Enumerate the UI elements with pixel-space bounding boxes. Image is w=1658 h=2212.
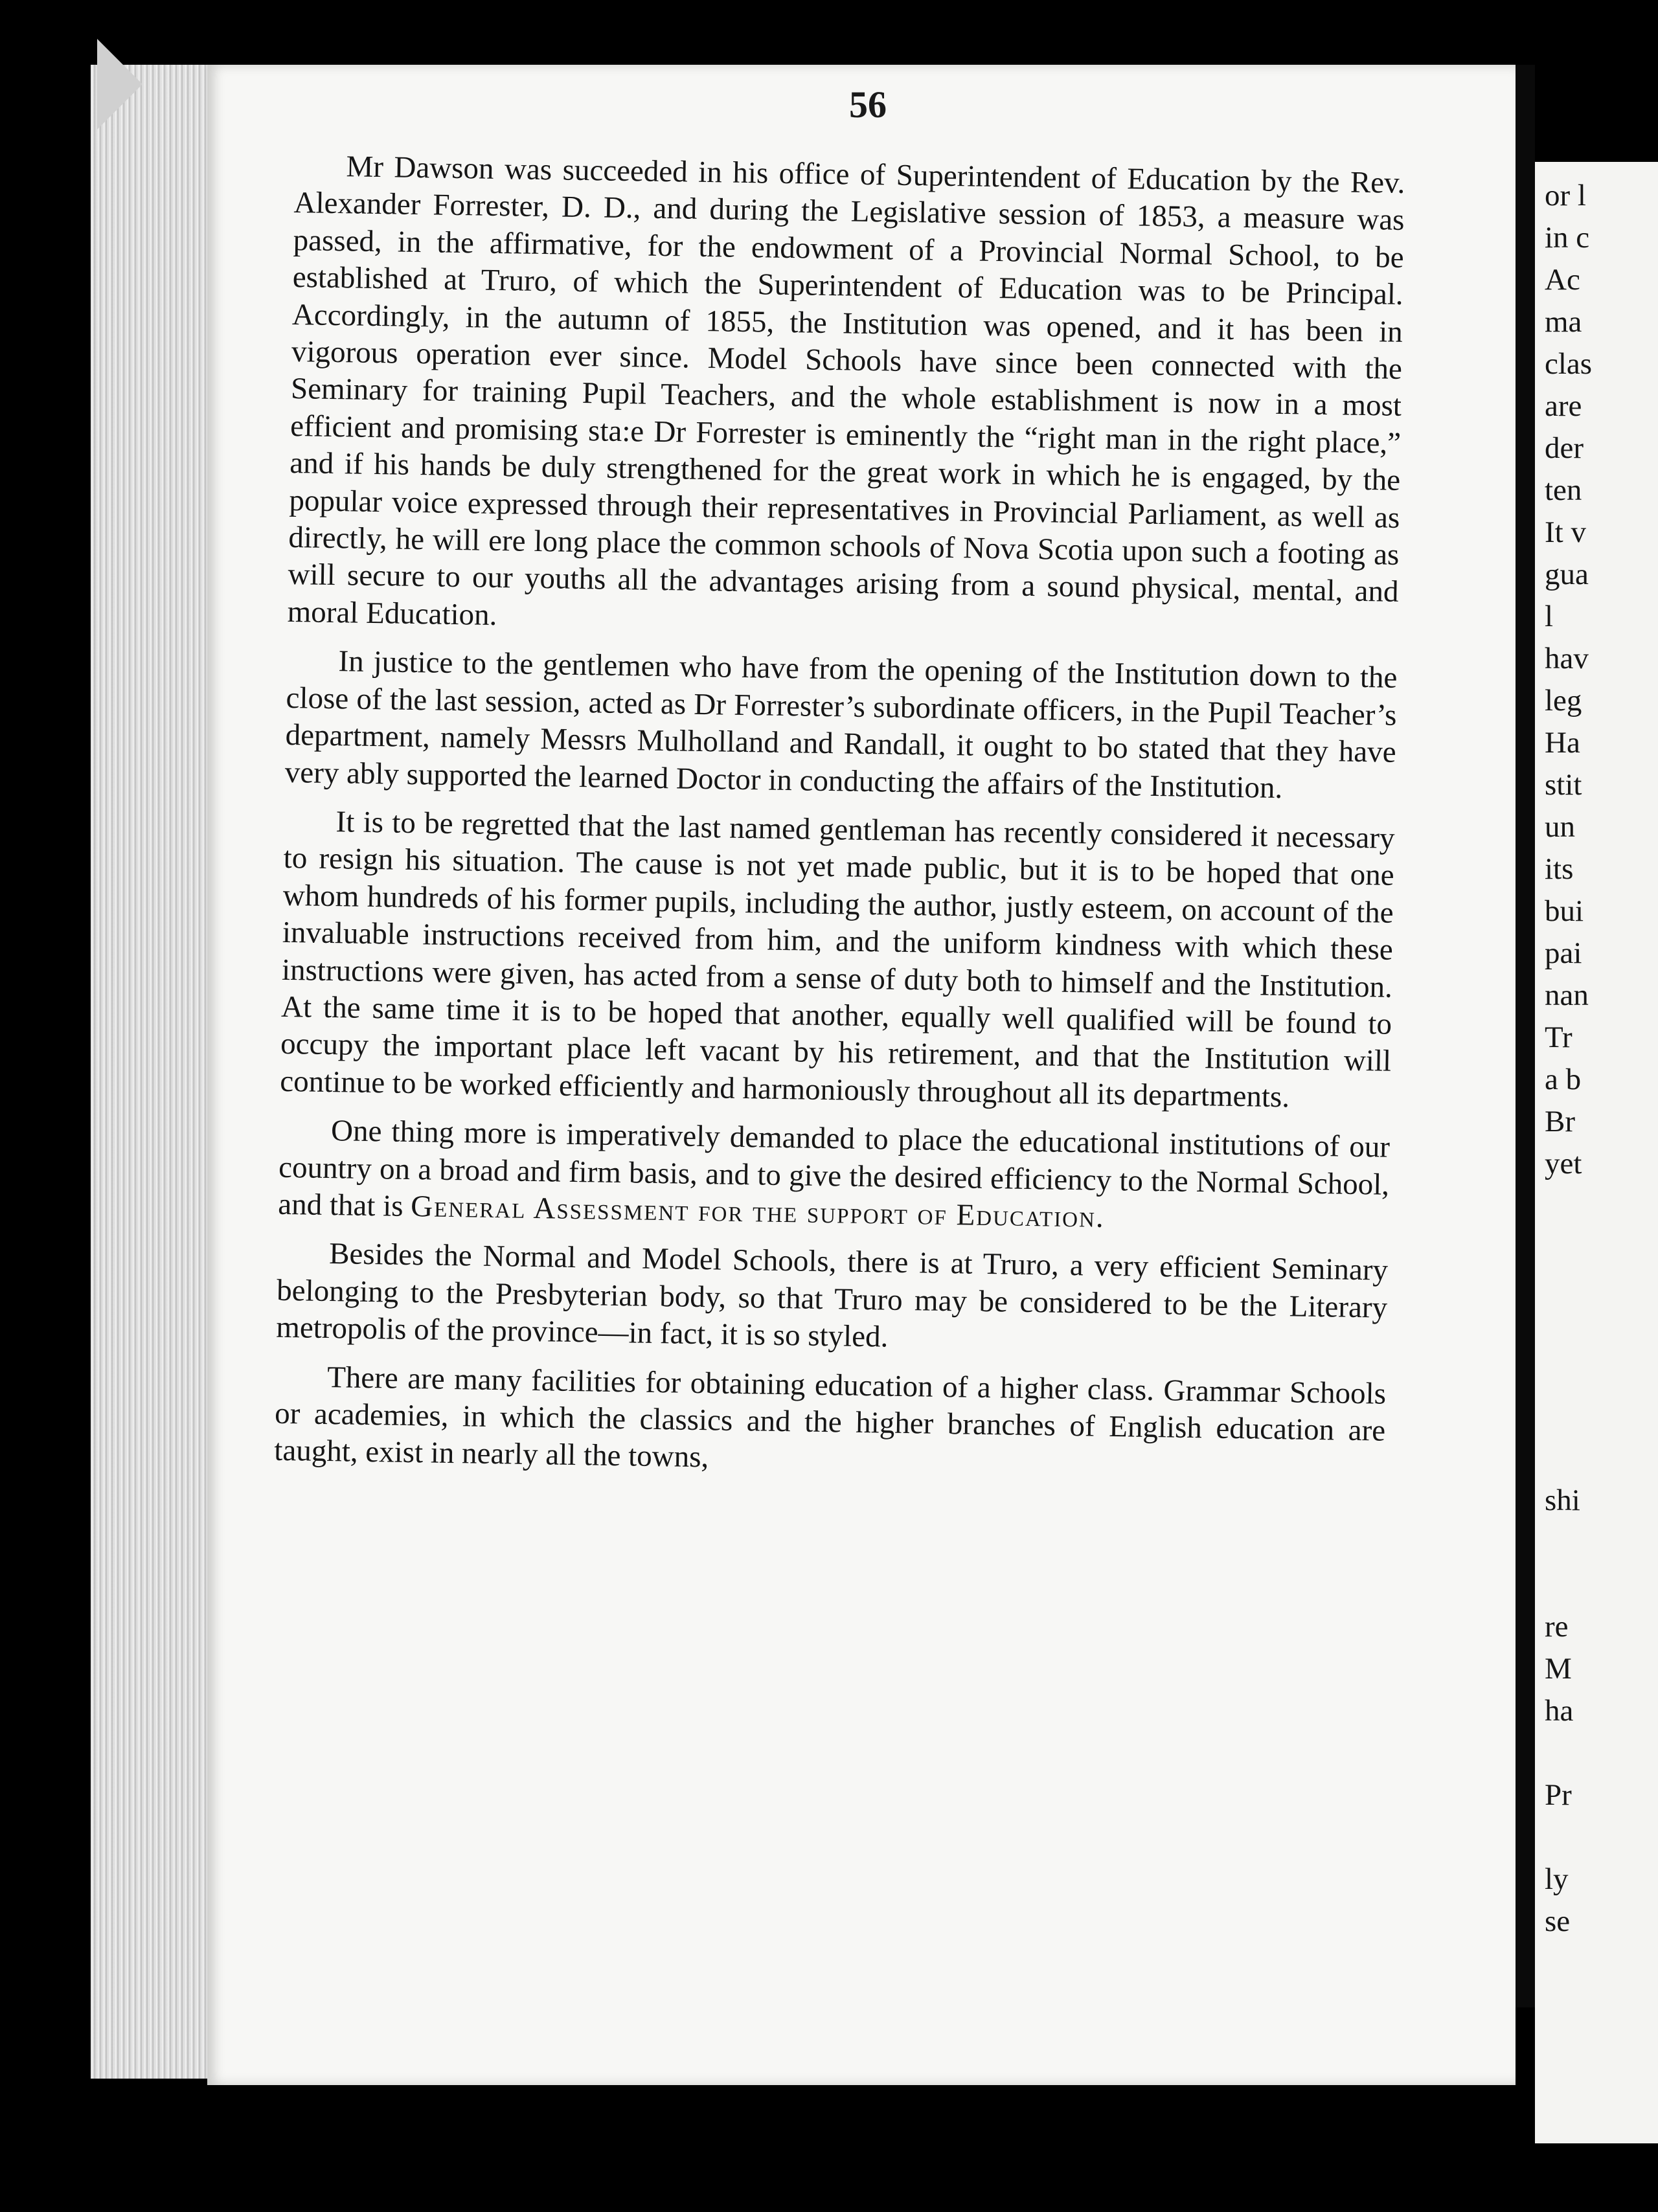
general-assessment-phrase: General Assessment for the support of Education	[410, 1189, 1096, 1234]
right-page-fragment: or l	[1545, 179, 1586, 212]
right-page-fragment: in c	[1545, 221, 1590, 254]
right-page-fragment: se	[1545, 1904, 1571, 1938]
paragraph-6: There are many facilities for obtaining education of a higher class. Grammar Schools or academies, in which the classics and the higher branches of English education are taught, exist in nearly all the towns,	[273, 1360, 1387, 1474]
paragraph-4-end: .	[1095, 1200, 1104, 1234]
right-page-fragment: are	[1545, 389, 1582, 423]
right-page-fragment: Ha	[1545, 726, 1580, 760]
right-page-fragment: un	[1545, 810, 1575, 844]
right-page-fragment	[1545, 1732, 1658, 1774]
book-gutter	[1516, 65, 1535, 2007]
right-page-fragment: pai	[1545, 936, 1582, 970]
right-page-fragment: its	[1545, 852, 1574, 886]
paragraph-2: In justice to the gentlemen who have from the opening of the Institution down to the close of the last session, acted as Dr Forrester’s subordinate officers, in the Pupil Teacher’s department, namely Messrs Mulholland and Randall, it ought to bo stated that they have very ably supported the learned Doctor in conducting the affairs of the Institution.	[284, 644, 1398, 805]
right-page-fragment: ma	[1545, 305, 1582, 339]
right-page-fragment: Br	[1545, 1105, 1575, 1138]
right-page-fragment: nan	[1545, 978, 1589, 1012]
right-page-fragment: Pr	[1545, 1778, 1572, 1812]
right-page-fragment: bui	[1545, 894, 1584, 928]
right-page-fragment: ha	[1545, 1694, 1574, 1728]
right-page-fragment: M	[1545, 1652, 1572, 1686]
right-page-fragment: a b	[1545, 1063, 1582, 1096]
right-page-fragment: gua	[1545, 558, 1589, 591]
paragraph-4	[278, 1112, 1390, 1241]
right-page-fragment: l	[1545, 600, 1554, 633]
right-page-fragment: It v	[1545, 515, 1586, 549]
paragraph-5: Besides the Normal and Model Schools, there is at Truro, a very efficient Seminary belonging to the Presbyterian body, so that Truro may be considered to be the Literary metropolis of the province—in fact, it is so styled.	[275, 1237, 1389, 1354]
right-page-fragment	[1545, 1564, 1658, 1606]
right-page-fragment: ly	[1545, 1862, 1569, 1896]
right-page-fragment: re	[1545, 1610, 1569, 1643]
right-page-fragment	[1545, 1395, 1658, 1438]
right-page-fragment	[1545, 1269, 1658, 1311]
right-page-fragment: yet	[1545, 1147, 1582, 1180]
page-body-text	[274, 148, 1405, 1498]
paragraph-3: It is to be regretted that the last named gentleman has recently considered it necessary to resign his situation. The cause is not yet made public, but it is to be hoped that one whom hundreds of his former pupils, including the author, justly esteem, on account of the invaluable instructions received from him, and the uniform kindness with which these instructions were given, has acted from a sense of duty both to himself and the Institution. At the same time it is to be hoped that another, equally well qualified will be found to occupy the important place left vacant by his retirement, and that the Institution will continue to be worked efficiently and harmoniously throughout all its departments.	[279, 805, 1395, 1114]
right-page-fragment: Ac	[1545, 263, 1580, 297]
page-number: 56	[849, 84, 887, 126]
right-page-fragment: clas	[1545, 347, 1593, 381]
right-page-fragment	[1545, 1311, 1658, 1353]
right-page-fragment: shi	[1545, 1484, 1580, 1517]
right-page-fragment	[1545, 1185, 1658, 1227]
right-page-fragment: stit	[1545, 768, 1582, 802]
book-page-edges	[91, 65, 214, 2079]
right-page-fragment	[1545, 1227, 1658, 1269]
page-corner-tab	[97, 39, 142, 130]
right-page-fragment	[1545, 1438, 1658, 1480]
right-page-fragment: leg	[1545, 684, 1582, 717]
right-page-fragment: hav	[1545, 642, 1589, 675]
right-page-fragment: ten	[1545, 473, 1582, 507]
right-page-text-fragments	[1545, 175, 1658, 1943]
right-page-fragment: der	[1545, 431, 1584, 465]
right-page-fragment	[1545, 1353, 1658, 1395]
paragraph-1: Mr Dawson was succeeded in his office of Superintendent of Education by the Rev. Alexander Forrester, D. D., and during the Legislative session of 1853, a measure was passed, in the affirmative, for the endowment of a Provincial Normal School, to be established at Truro, of which the Superintendent of Education was to be Principal. Accordingly, in the autumn of 1855, the Institution was opened, and it has been in vigorous operation ever since. Model Schools have since been connected with the Seminary for training Pupil Teachers, and the whole establishment is now in a most efficient and promising sta:e Dr Forrester is eminently the “right man in the right place,” and if his hands be duly strengthened for the great work in which he is engaged, by the popular voice expressed through their representatives in Provincial Parliament, as well as directly, he will ere long place the common schools of Nova Scotia upon such a footing as will secure to our youths all the advantages arising from a sound physical, mental, and moral Education.	[287, 150, 1405, 632]
right-page-fragment: Tr	[1545, 1021, 1573, 1054]
paragraph-4-text: One thing more is imperatively demanded to place the educational institutions of our country on a broad and firm basis, and to give the desired efficiency to the Normal School, and that is	[277, 1114, 1391, 1223]
right-page-fragment	[1545, 1522, 1658, 1564]
right-page-fragment	[1545, 1816, 1658, 1858]
